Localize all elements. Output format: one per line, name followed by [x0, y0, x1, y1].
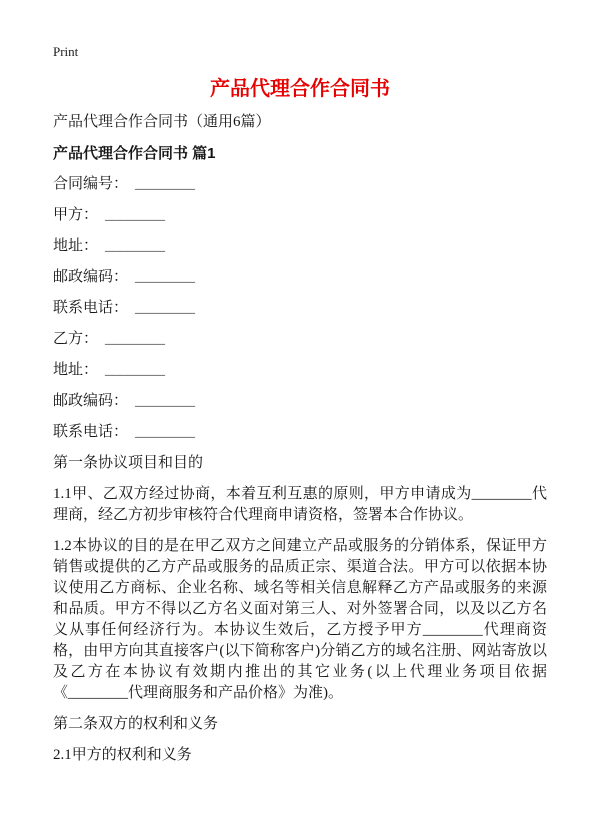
field-zipcode-a: [53, 267, 547, 288]
field-label: 联系电话：: [53, 424, 129, 440]
field-blank: ________: [105, 362, 166, 378]
field-party-b: [53, 329, 547, 350]
clause-1-2: 1.2本协议的目的是在甲乙双方之间建立产品或服务的分销体系，保证甲方销售或提供的乙方产品或服务的品质正宗、渠道合法。甲方可以依据本协议使用乙方商标、企业名称、域名等相关信息解释乙方产品或服务的来源和品质。甲方不得以乙方名义面对第三人、对外签署合同，以及以乙方名义从事任何经济行为。本协议生效后，乙方授予甲方________代理商资格，由甲方向其直接客户(以下简称客户)分销乙方的域名注册、网站寄放以及乙方在本协议有效期内推出的其它业务(以上代理业务项目依据《________代理商服务和产品价格》为准)。: [53, 538, 547, 701]
field-blank: ________: [105, 238, 166, 254]
field-label: 合同编号：: [53, 176, 129, 192]
field-phone-b: [53, 422, 547, 443]
part-1-heading: 产品代理合作合同书 篇1: [53, 145, 216, 162]
field-address-b: [53, 360, 547, 381]
page-title: 产品代理合作合同书: [210, 78, 390, 100]
field-blank: ________: [105, 207, 166, 223]
field-zipcode-b: [53, 391, 547, 412]
field-blank: ________: [135, 300, 196, 316]
field-contract-number: [53, 174, 547, 195]
field-label: 邮政编码：: [53, 393, 129, 409]
field-party-a: [53, 205, 547, 226]
doc-subtitle: 产品代理合作合同书（通用6篇）: [53, 114, 271, 130]
article-1-heading: 第一条协议项目和目的: [53, 455, 204, 471]
field-label: 地址：: [53, 238, 99, 254]
print-button[interactable]: Print: [53, 44, 79, 59]
field-blank: ________: [135, 393, 196, 409]
field-label: 乙方：: [53, 331, 99, 347]
field-label: 邮政编码：: [53, 269, 129, 285]
clause-1-1: 1.1甲、乙双方经过协商，本着互利互惠的原则，甲方申请成为________代理商，经乙方初步审核符合代理商申请资格，签署本合作协议。: [53, 486, 547, 523]
field-blank: ________: [135, 176, 196, 192]
field-blank: ________: [135, 424, 196, 440]
field-blank: ________: [105, 331, 166, 347]
field-label: 地址：: [53, 362, 99, 378]
clause-2-1: 2.1甲方的权利和义务: [53, 747, 192, 763]
field-address-a: [53, 236, 547, 257]
field-label: 甲方：: [53, 207, 99, 223]
field-blank: ________: [135, 269, 196, 285]
article-2-heading: 第二条双方的权利和义务: [53, 716, 219, 732]
field-phone-a: [53, 298, 547, 319]
field-label: 联系电话：: [53, 300, 129, 316]
